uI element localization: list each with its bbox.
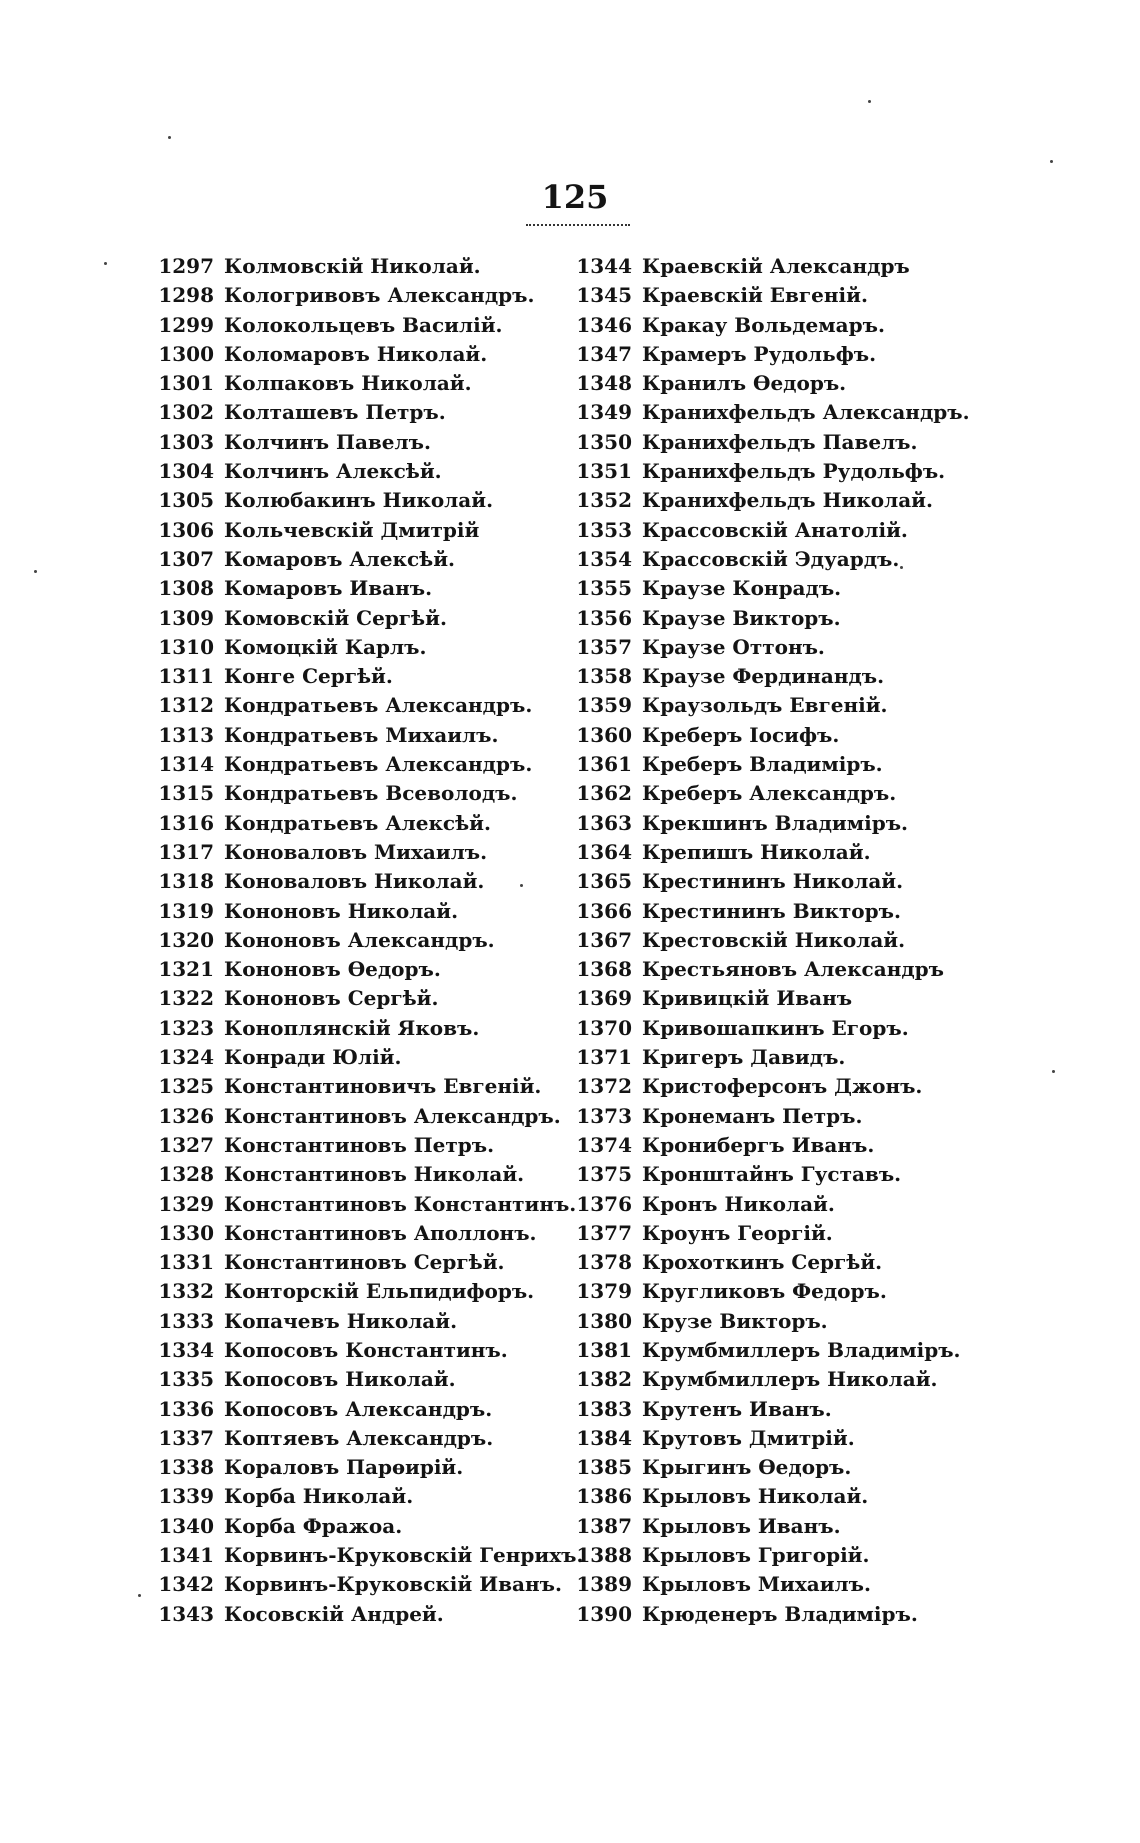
entry-number: 1375 xyxy=(576,1162,632,1187)
list-item xyxy=(568,1512,988,1541)
list-item xyxy=(568,955,988,984)
entry-name: Комаровъ Иванъ. xyxy=(224,576,433,601)
entry-number: 1314 xyxy=(158,752,214,777)
entry-number: 1341 xyxy=(158,1543,214,1568)
entry-name: Кранихфельдъ Рудольфъ. xyxy=(642,459,946,484)
entry-number: 1353 xyxy=(576,517,632,542)
list-item xyxy=(150,721,570,750)
list-item xyxy=(568,545,988,574)
entry-name: Константиновъ Александръ. xyxy=(224,1103,561,1128)
list-item xyxy=(568,1102,988,1131)
entry-number: 1385 xyxy=(576,1455,632,1480)
entry-number: 1299 xyxy=(158,312,214,337)
entry-name: Кологривовъ Александръ. xyxy=(224,283,535,308)
entry-name: Креберъ Александръ. xyxy=(642,781,897,806)
entry-name: Корба Николай. xyxy=(224,1484,414,1509)
entry-number: 1335 xyxy=(158,1367,214,1392)
entry-name: Колташевъ Петръ. xyxy=(224,400,446,425)
entry-name: Краевскій Евгеній. xyxy=(642,283,868,308)
entry-number: 1326 xyxy=(158,1103,214,1128)
entry-number: 1369 xyxy=(576,986,632,1011)
entry-name: Крепишъ Николай. xyxy=(642,839,871,864)
entry-number: 1348 xyxy=(576,371,632,396)
list-item xyxy=(568,1365,988,1394)
entry-name: Кондратьевъ Алексѣй. xyxy=(224,810,491,835)
entry-name: Коноваловъ Михаилъ. xyxy=(224,839,488,864)
entry-name: Крюденеръ Владиміръ. xyxy=(642,1601,918,1626)
entry-name: Кораловъ Парѳирій. xyxy=(224,1455,464,1480)
entry-number: 1311 xyxy=(158,664,214,689)
entry-number: 1327 xyxy=(158,1132,214,1157)
entry-name: Косовскій Андрей. xyxy=(224,1601,444,1626)
list-item xyxy=(150,1395,570,1424)
entry-number: 1349 xyxy=(576,400,632,425)
entry-name: Кругликовъ Федоръ. xyxy=(642,1279,887,1304)
entry-number: 1320 xyxy=(158,927,214,952)
list-item xyxy=(568,1600,988,1629)
entry-number: 1360 xyxy=(576,722,632,747)
list-item xyxy=(568,984,988,1013)
list-item xyxy=(568,1248,988,1277)
entry-number: 1317 xyxy=(158,839,214,864)
entry-name: Краузольдъ Евгеній. xyxy=(642,693,888,718)
list-item xyxy=(150,1190,577,1219)
entry-name: Крутовъ Дмитрій. xyxy=(642,1425,855,1450)
list-item xyxy=(568,340,988,369)
entry-name: Крекшинъ Владиміръ. xyxy=(642,810,909,835)
list-item xyxy=(150,486,570,515)
entry-name: Креберъ Владиміръ. xyxy=(642,752,883,777)
entry-number: 1302 xyxy=(158,400,214,425)
entry-name: Константиновъ Константинъ. xyxy=(224,1191,577,1216)
entry-name: Креберъ Іосифъ. xyxy=(642,722,840,747)
entry-name: Копачевъ Николай. xyxy=(224,1308,458,1333)
list-item xyxy=(150,1219,570,1248)
entry-name: Колчинъ Павелъ. xyxy=(224,429,431,454)
entry-name: Крассовскій Эдуардъ. xyxy=(642,546,900,571)
entry-name: Крыловъ Иванъ. xyxy=(642,1513,841,1538)
entry-number: 1305 xyxy=(158,488,214,513)
list-item xyxy=(568,1307,988,1336)
list-item xyxy=(150,281,570,310)
list-item xyxy=(150,252,570,281)
entry-number: 1371 xyxy=(576,1045,632,1070)
list-item xyxy=(150,1131,570,1160)
entry-number: 1354 xyxy=(576,546,632,571)
entry-number: 1322 xyxy=(158,986,214,1011)
entry-number: 1383 xyxy=(576,1396,632,1421)
list-item xyxy=(568,516,988,545)
list-item xyxy=(150,1102,570,1131)
list-item xyxy=(150,691,570,720)
entry-name: Константиновичъ Евгеній. xyxy=(224,1074,542,1099)
list-item xyxy=(150,457,570,486)
entry-name: Кронибергъ Иванъ. xyxy=(642,1132,875,1157)
entry-name: Комовскій Сергѣй. xyxy=(224,605,447,630)
entry-name: Кондратьевъ Александръ. xyxy=(224,752,533,777)
list-item xyxy=(568,926,988,955)
scan-speck xyxy=(168,136,171,139)
list-item xyxy=(568,838,988,867)
entry-number: 1363 xyxy=(576,810,632,835)
entry-number: 1338 xyxy=(158,1455,214,1480)
list-item xyxy=(150,1043,570,1072)
entry-number: 1324 xyxy=(158,1045,214,1070)
entry-name: Коптяевъ Александръ. xyxy=(224,1425,494,1450)
scan-speck xyxy=(1052,1070,1055,1073)
scan-speck xyxy=(868,100,871,103)
entry-name: Кристоферсонъ Джонъ. xyxy=(642,1074,923,1099)
entry-name: Кононовъ Александръ. xyxy=(224,927,495,952)
entry-number: 1343 xyxy=(158,1601,214,1626)
list-item xyxy=(568,574,988,603)
entry-number: 1339 xyxy=(158,1484,214,1509)
list-item xyxy=(150,984,570,1013)
list-item xyxy=(150,838,570,867)
entry-name: Краевскій Александръ xyxy=(642,254,910,278)
entry-name: Крестовскій Николай. xyxy=(642,927,906,952)
entry-name: Краузе Оттонъ. xyxy=(642,634,825,659)
entry-name: Краузе Фердинандъ. xyxy=(642,664,885,689)
entry-number: 1297 xyxy=(158,254,214,278)
entry-number: 1306 xyxy=(158,517,214,542)
entry-number: 1342 xyxy=(158,1572,214,1597)
list-item xyxy=(150,633,570,662)
list-item xyxy=(568,1160,988,1189)
entry-name: Корвинъ-Круковскій Генрихъ. xyxy=(224,1543,584,1568)
list-item xyxy=(568,897,988,926)
list-item xyxy=(150,428,570,457)
list-item xyxy=(568,311,988,340)
entry-number: 1389 xyxy=(576,1572,632,1597)
entry-number: 1379 xyxy=(576,1279,632,1304)
entry-number: 1330 xyxy=(158,1220,214,1245)
entry-number: 1325 xyxy=(158,1074,214,1099)
entry-name: Кригеръ Давидъ. xyxy=(642,1045,846,1070)
list-item xyxy=(568,457,988,486)
entry-name: Крассовскій Анатолій. xyxy=(642,517,908,542)
entry-name: Крохоткинъ Сергѣй. xyxy=(642,1250,883,1275)
list-item xyxy=(150,574,570,603)
entry-name: Конге Сергѣй. xyxy=(224,664,393,689)
entry-number: 1328 xyxy=(158,1162,214,1187)
entry-number: 1312 xyxy=(158,693,214,718)
entry-number: 1388 xyxy=(576,1543,632,1568)
list-item xyxy=(150,1307,570,1336)
entry-number: 1346 xyxy=(576,312,632,337)
entry-number: 1361 xyxy=(576,752,632,777)
entry-name: Колчинъ Алексѣй. xyxy=(224,459,442,484)
list-item xyxy=(568,662,988,691)
entry-name: Копосовъ Константинъ. xyxy=(224,1337,508,1362)
entry-name: Кранихфельдъ Николай. xyxy=(642,488,933,513)
entry-name: Крузе Викторъ. xyxy=(642,1308,828,1333)
list-item xyxy=(568,1043,988,1072)
list-item xyxy=(568,633,988,662)
list-item xyxy=(150,926,570,955)
entry-name: Кранихфельдъ Павелъ. xyxy=(642,429,918,454)
entry-number: 1321 xyxy=(158,957,214,982)
entry-number: 1362 xyxy=(576,781,632,806)
entry-name: Кондратьевъ Михаилъ. xyxy=(224,722,499,747)
entry-number: 1337 xyxy=(158,1425,214,1450)
list-item xyxy=(568,428,988,457)
entry-name: Кривошапкинъ Егоръ. xyxy=(642,1015,909,1040)
entry-name: Колюбакинъ Николай. xyxy=(224,488,494,513)
entry-number: 1332 xyxy=(158,1279,214,1304)
entry-number: 1304 xyxy=(158,459,214,484)
entry-number: 1377 xyxy=(576,1220,632,1245)
entry-name: Кронъ Николай. xyxy=(642,1191,835,1216)
entry-name: Крумбмиллеръ Николай. xyxy=(642,1367,938,1392)
list-item xyxy=(568,1131,988,1160)
entry-number: 1390 xyxy=(576,1601,632,1626)
entry-number: 1374 xyxy=(576,1132,632,1157)
page-number: 125 xyxy=(541,178,609,216)
list-item xyxy=(150,516,570,545)
entry-name: Кононовъ Николай. xyxy=(224,898,459,923)
entry-name: Крыгинъ Ѳедоръ. xyxy=(642,1455,852,1480)
list-item xyxy=(150,1482,570,1511)
entry-number: 1336 xyxy=(158,1396,214,1421)
list-item xyxy=(568,252,988,281)
entry-number: 1318 xyxy=(158,869,214,894)
entry-name: Константиновъ Николай. xyxy=(224,1162,525,1187)
entry-number: 1381 xyxy=(576,1337,632,1362)
entry-number: 1376 xyxy=(576,1191,632,1216)
entry-number: 1333 xyxy=(158,1308,214,1333)
list-item xyxy=(150,1570,570,1599)
entry-number: 1382 xyxy=(576,1367,632,1392)
entry-name: Крыловъ Григорій. xyxy=(642,1543,870,1568)
entry-name: Краузе Конрадъ. xyxy=(642,576,842,601)
entry-number: 1378 xyxy=(576,1250,632,1275)
entry-number: 1315 xyxy=(158,781,214,806)
list-item xyxy=(150,1512,570,1541)
entry-number: 1316 xyxy=(158,810,214,835)
list-item xyxy=(568,1482,988,1511)
entry-name: Корба Фражоа. xyxy=(224,1513,403,1538)
list-item xyxy=(150,1160,570,1189)
list-item xyxy=(568,1277,988,1306)
entry-name: Крыловъ Михаилъ. xyxy=(642,1572,871,1597)
list-item xyxy=(150,311,570,340)
scan-speck xyxy=(900,566,903,569)
list-item xyxy=(568,1072,988,1101)
list-item xyxy=(150,604,570,633)
list-item xyxy=(150,1072,570,1101)
list-item xyxy=(568,1014,988,1043)
entry-number: 1319 xyxy=(158,898,214,923)
entry-number: 1340 xyxy=(158,1513,214,1538)
entry-name: Кондратьевъ Александръ. xyxy=(224,693,533,718)
entry-name: Конторскій Ельпидифоръ. xyxy=(224,1279,535,1304)
entry-number: 1356 xyxy=(576,605,632,630)
entry-name: Коноваловъ Николай. xyxy=(224,869,485,894)
entry-name: Крестьяновъ Александръ xyxy=(642,957,944,982)
list-item xyxy=(150,1277,570,1306)
list-item xyxy=(150,955,570,984)
entry-number: 1368 xyxy=(576,957,632,982)
page-number-rule xyxy=(526,224,630,226)
entry-name: Константиновъ Аполлонъ. xyxy=(224,1220,537,1245)
list-item xyxy=(568,1541,988,1570)
entry-number: 1323 xyxy=(158,1015,214,1040)
entry-number: 1300 xyxy=(158,341,214,366)
entry-number: 1365 xyxy=(576,869,632,894)
entry-name: Коломаровъ Николай. xyxy=(224,341,488,366)
list-item xyxy=(568,1190,988,1219)
list-item xyxy=(568,1570,988,1599)
entry-number: 1308 xyxy=(158,576,214,601)
entry-number: 1370 xyxy=(576,1015,632,1040)
list-item xyxy=(150,867,570,896)
entry-name: Колмовскій Николай. xyxy=(224,254,481,278)
entry-number: 1380 xyxy=(576,1308,632,1333)
list-item xyxy=(150,1424,570,1453)
list-item xyxy=(150,1600,570,1629)
entry-number: 1387 xyxy=(576,1513,632,1538)
entry-number: 1357 xyxy=(576,634,632,659)
entry-name: Кронштайнъ Густавъ. xyxy=(642,1162,902,1187)
entry-number: 1355 xyxy=(576,576,632,601)
list-item xyxy=(150,750,570,779)
entry-number: 1359 xyxy=(576,693,632,718)
entry-name: Крамеръ Рудольфъ. xyxy=(642,341,877,366)
entry-name: Крестининъ Викторъ. xyxy=(642,898,901,923)
entry-number: 1303 xyxy=(158,429,214,454)
entry-name: Константиновъ Сергѣй. xyxy=(224,1250,505,1275)
entry-name: Крумбмиллеръ Владиміръ. xyxy=(642,1337,961,1362)
entry-number: 1366 xyxy=(576,898,632,923)
entry-name: Колокольцевъ Василій. xyxy=(224,312,503,337)
entry-number: 1384 xyxy=(576,1425,632,1450)
scan-speck xyxy=(1050,160,1053,163)
entry-number: 1331 xyxy=(158,1250,214,1275)
entry-name: Коноплянскій Яковъ. xyxy=(224,1015,480,1040)
left-column xyxy=(150,252,584,1629)
list-item xyxy=(150,779,570,808)
entry-name: Крыловъ Николай. xyxy=(642,1484,869,1509)
entry-name: Кронеманъ Петръ. xyxy=(642,1103,863,1128)
entry-name: Кракау Вольдемаръ. xyxy=(642,312,885,337)
entry-number: 1298 xyxy=(158,283,214,308)
list-item xyxy=(150,1014,570,1043)
list-item xyxy=(568,1219,988,1248)
list-item xyxy=(568,1424,988,1453)
entry-number: 1313 xyxy=(158,722,214,747)
entry-number: 1301 xyxy=(158,371,214,396)
entry-number: 1345 xyxy=(576,283,632,308)
entry-name: Кононовъ Ѳедоръ. xyxy=(224,957,441,982)
list-item xyxy=(150,369,570,398)
entry-number: 1358 xyxy=(576,664,632,689)
entry-name: Кранихфельдъ Александръ. xyxy=(642,400,970,425)
entry-number: 1350 xyxy=(576,429,632,454)
scan-speck xyxy=(34,570,37,573)
list-item xyxy=(568,1453,988,1482)
list-item xyxy=(568,1395,988,1424)
list-item xyxy=(150,1336,570,1365)
list-item xyxy=(568,809,988,838)
entry-name: Кононовъ Сергѣй. xyxy=(224,986,439,1011)
list-item xyxy=(568,721,988,750)
entry-name: Копосовъ Александръ. xyxy=(224,1396,493,1421)
list-item xyxy=(568,867,988,896)
entry-name: Копосовъ Николай. xyxy=(224,1367,456,1392)
list-item xyxy=(150,897,570,926)
entry-number: 1307 xyxy=(158,546,214,571)
entry-name: Кранилъ Ѳедоръ. xyxy=(642,371,847,396)
list-item xyxy=(568,369,988,398)
list-item xyxy=(568,398,988,427)
entry-name: Кольчевскій Дмитрій xyxy=(224,517,480,542)
entry-name: Колпаковъ Николай. xyxy=(224,371,472,396)
entry-number: 1344 xyxy=(576,254,632,278)
entry-number: 1367 xyxy=(576,927,632,952)
list-item xyxy=(568,604,988,633)
entry-name: Кривицкій Иванъ xyxy=(642,986,853,1011)
list-item xyxy=(568,691,988,720)
entry-name: Корвинъ-Круковскій Иванъ. xyxy=(224,1572,562,1597)
entry-name: Краузе Викторъ. xyxy=(642,605,841,630)
list-item xyxy=(568,1336,988,1365)
entry-name: Крутенъ Иванъ. xyxy=(642,1396,832,1421)
entry-number: 1364 xyxy=(576,839,632,864)
list-item xyxy=(150,545,570,574)
entry-number: 1386 xyxy=(576,1484,632,1509)
entry-number: 1334 xyxy=(158,1337,214,1362)
entry-number: 1373 xyxy=(576,1103,632,1128)
entry-name: Комаровъ Алексѣй. xyxy=(224,546,455,571)
scan-speck xyxy=(104,262,107,265)
list-item xyxy=(568,750,988,779)
entry-number: 1351 xyxy=(576,459,632,484)
entry-name: Конради Юлій. xyxy=(224,1045,402,1070)
list-item xyxy=(150,340,570,369)
entry-number: 1347 xyxy=(576,341,632,366)
list-item xyxy=(150,1453,570,1482)
entry-name: Кроунъ Георгій. xyxy=(642,1220,833,1245)
entry-number: 1372 xyxy=(576,1074,632,1099)
list-item xyxy=(150,398,570,427)
entry-number: 1329 xyxy=(158,1191,214,1216)
entry-name: Кондратьевъ Всеволодъ. xyxy=(224,781,518,806)
entry-name: Комоцкій Карлъ. xyxy=(224,634,427,659)
list-item xyxy=(568,779,988,808)
right-column xyxy=(568,252,988,1629)
entry-number: 1309 xyxy=(158,605,214,630)
scan-speck xyxy=(520,884,523,887)
entry-number: 1352 xyxy=(576,488,632,513)
list-item xyxy=(150,662,570,691)
entry-number: 1310 xyxy=(158,634,214,659)
list-item xyxy=(150,1541,584,1570)
list-item xyxy=(568,486,988,515)
scan-speck xyxy=(138,1594,141,1597)
list-item xyxy=(568,281,988,310)
list-item xyxy=(150,1248,570,1277)
entry-name: Крестининъ Николай. xyxy=(642,869,904,894)
list-item xyxy=(150,809,570,838)
list-item xyxy=(150,1365,570,1394)
entry-name: Константиновъ Петръ. xyxy=(224,1132,495,1157)
